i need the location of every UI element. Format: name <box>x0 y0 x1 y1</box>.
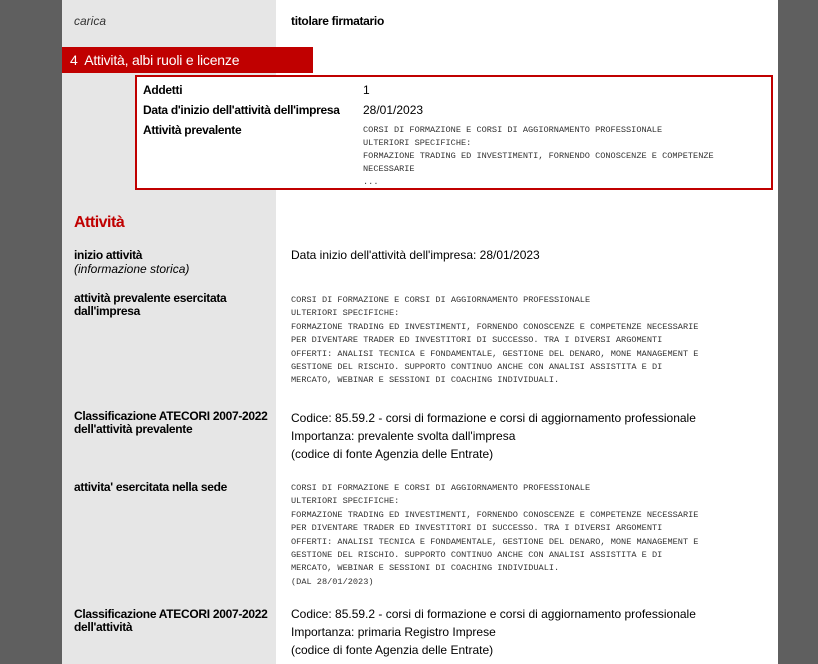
ateco-prevalente-importanza: Importanza: prevalente svolta dall'impresa <box>291 429 516 443</box>
ateco-prevalente-label: Classificazione ATECORI 2007-2022 dell'attività prevalente <box>74 409 268 436</box>
attivita-prevalente-impresa-value: CORSI DI FORMAZIONE E CORSI DI AGGIORNAMENTO PROFESSIONALE ULTERIORI SPECIFICHE: FORMAZIONE TRADING ED INVESTIMENTI, FORNENDO CONOSCENZE E COMPETENZE NECESSARIE PER DIVENTARE TRADER ED INVESTITORI DI SUCCESSO. TRA I DIVERSI ARGOMENTI OFFERTI: ANALISI TECNICA E FONDAMENTALE, GESTIONE DEL DENARO, MONE MANAGEMENT E GESTIONE DEL RISCHIO. SUPPORTO CONTINUO ANCHE CON ANALISI ASSISTITA E DI MERCATO, WEBINAR E SESSIONI DI COACHING INDIVIDUALI. <box>291 295 699 386</box>
ateco-label: Classificazione ATECORI 2007-2022 dell'attività <box>74 607 268 634</box>
inizio-attivita-sublabel: (informazione storica) <box>74 262 190 276</box>
inizio-attivita-label-group <box>74 248 270 276</box>
sede-value: CORSI DI FORMAZIONE E CORSI DI AGGIORNAMENTO PROFESSIONALE ULTERIORI SPECIFICHE: FORMAZIONE TRADING ED INVESTIMENTI, FORNENDO CONOSCENZE E COMPETENZE NECESSARIE PER DIVENTARE TRADER ED INVESTITORI DI SUCCESSO. TRA I DIVERSI ARGOMENTI OFFERTI: ANALISI TECNICA E FONDAMENTALE, GESTIONE DEL DENARO, MONE MANAGEMENT E GESTIONE DEL RISCHIO. SUPPORTO CONTINUO ANCHE CON ANALISI ASSISTITA E DI MERCATO, WEBINAR E SESSIONI DI COACHING INDIVIDUALI. (DAL 28/01/2023) <box>291 483 699 587</box>
attivita-prevalente-label: Attività prevalente <box>143 123 242 137</box>
inizio-attivita-label: inizio attività <box>74 248 143 262</box>
data-inizio-value: 28/01/2023 <box>363 103 424 117</box>
data-inizio-label: Data d'inizio dell'attività dell'impresa <box>143 103 340 117</box>
section-header <box>62 47 313 73</box>
addetti-value: 1 <box>363 83 370 97</box>
addetti-label: Addetti <box>143 83 183 97</box>
ateco-code: Codice: 85.59.2 - corsi di formazione e corsi di aggiornamento professionale <box>291 607 696 621</box>
ateco-importanza: Importanza: primaria Registro Imprese <box>291 625 496 639</box>
attivita-heading: Attività <box>74 214 125 231</box>
ateco-group <box>291 605 696 659</box>
section-number: 4 <box>70 52 78 68</box>
sede-label: attivita' esercitata nella sede <box>74 480 227 494</box>
attivita-prevalente-impresa-label: attività prevalente esercitata dall'impresa <box>74 291 227 318</box>
section-title: Attività, albi ruoli e licenze <box>84 52 240 68</box>
document-page <box>62 0 778 664</box>
ateco-prevalente-fonte: (codice di fonte Agenzia delle Entrate) <box>291 447 494 461</box>
attivita-prevalente-value: CORSI DI FORMAZIONE E CORSI DI AGGIORNAMENTO PROFESSIONALE ULTERIORI SPECIFICHE: FORMAZIONE TRADING ED INVESTIMENTI, FORNENDO CONOSCENZE E COMPETENZE NECESSARIE ... <box>363 125 714 187</box>
ateco-fonte: (codice di fonte Agenzia delle Entrate) <box>291 643 494 657</box>
ateco-prevalente-code: Codice: 85.59.2 - corsi di formazione e corsi di aggiornamento professionale <box>291 411 696 425</box>
summary-box <box>135 75 773 190</box>
carica-value: titolare firmatario <box>291 14 384 28</box>
ateco-prevalente-group <box>291 409 696 463</box>
inizio-attivita-value: Data inizio dell'attività dell'impresa: 28/01/2023 <box>291 248 540 262</box>
carica-label: carica <box>74 14 107 28</box>
